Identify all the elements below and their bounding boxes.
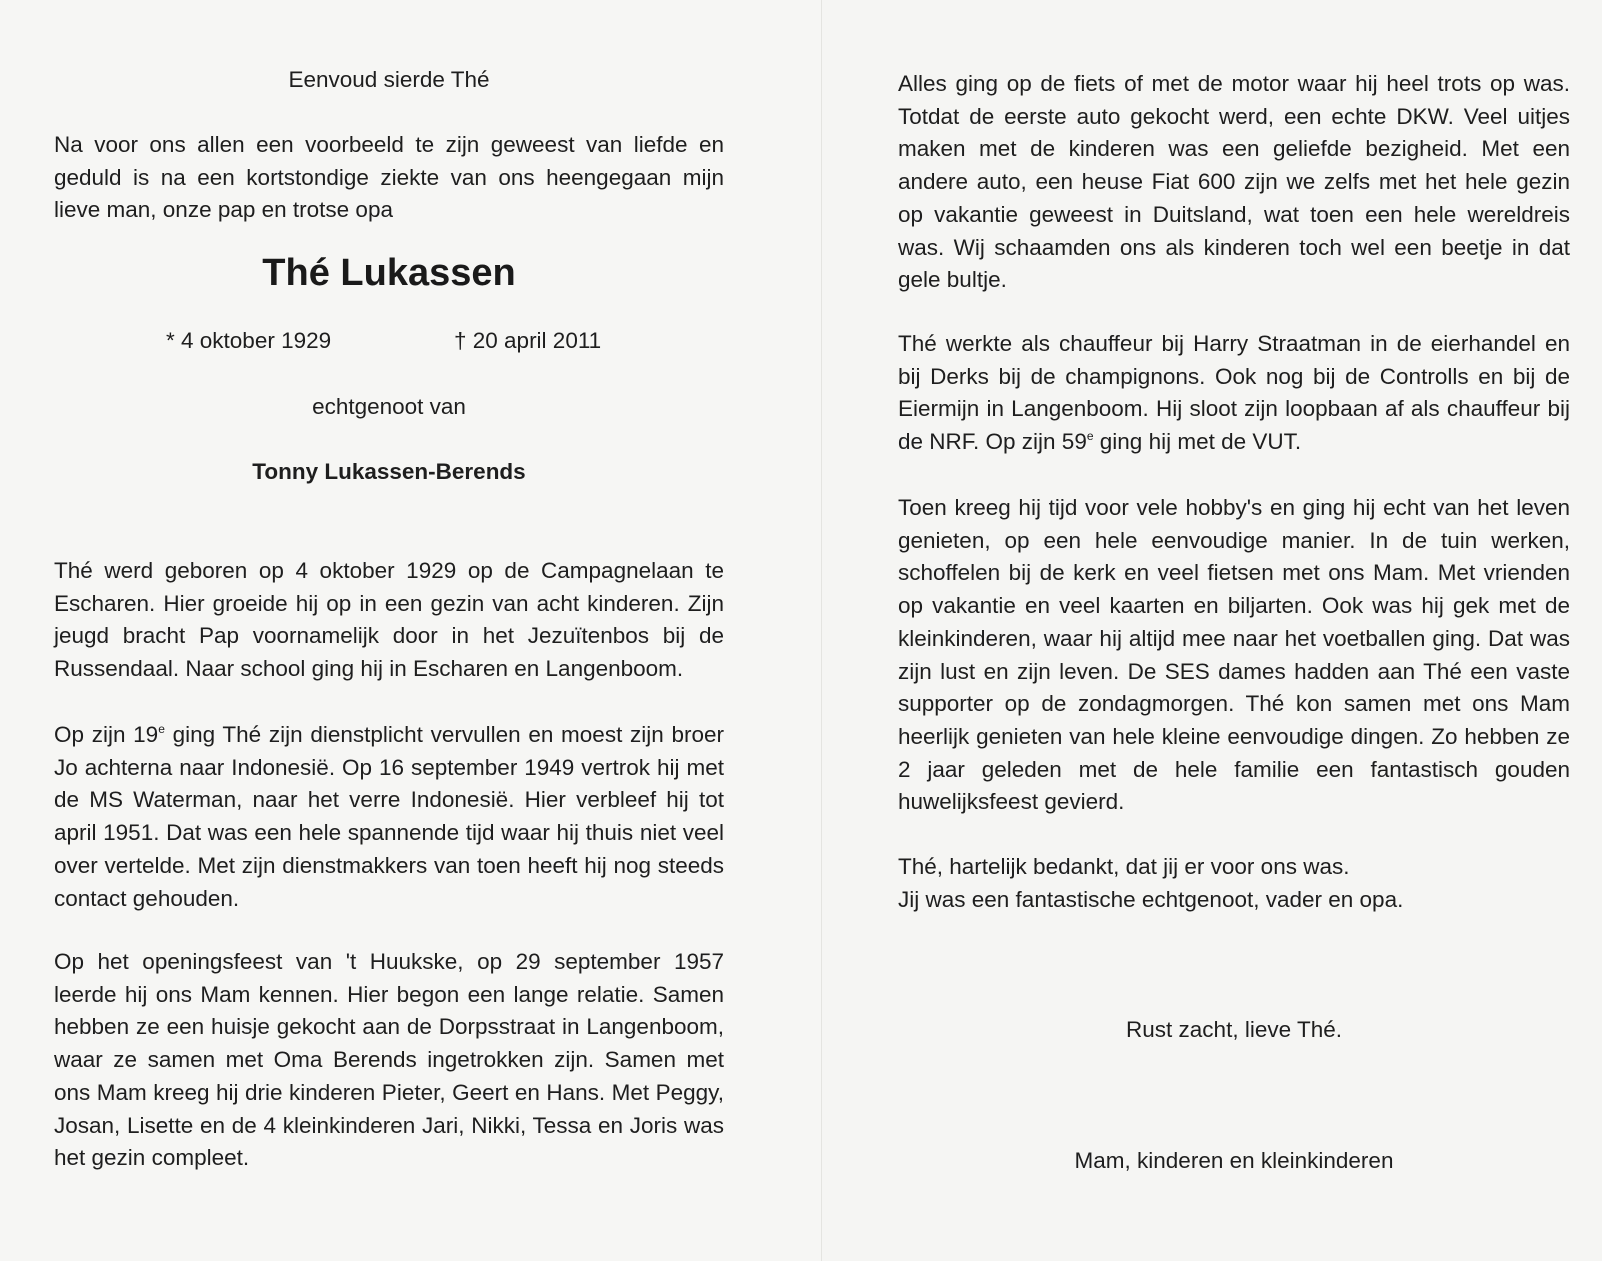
deceased-name xyxy=(54,251,724,295)
right-paragraph-2-start: Thé werkte als chauffeur bij Harry Straatman in de eierhandel en bij Derks bij de champignons. Ook nog bij de Controlls en bij de Eiermijn in Langenboom. Hij sloot zijn loopbaan af als chauffeur bij de NRF. Op zijn 59 xyxy=(898,331,1570,455)
intro-text: Na voor ons allen een voorbeeld te zijn geweest van liefde en geduld is na een kortstondige ziekte van ons heengegaan mijn lieve man, onze pap en trotse opa xyxy=(54,132,724,223)
thanks-line-2: Jij was een fantastische echtgenoot, vader en opa. xyxy=(898,886,1404,912)
motto-text: Eenvoud sierde Thé xyxy=(288,67,490,92)
bio-paragraph-2-rest: ging Thé zijn dienstplicht vervullen en moest zijn broer Jo achterna naar Indonesië. Op 16 september 1949 vertrok hij met de MS Waterman, naar het verre Indonesië. Hier verbleef hij tot april 1951. Dat was een hele spannende tijd waar hij thuis niet veel over vertelde. Met zijn dienstmakkers van toen heeft hij nog steeds contact gehouden. xyxy=(54,722,724,911)
spouse-label xyxy=(54,391,724,424)
bio-paragraph-2-start: Op zijn 19 xyxy=(54,722,159,747)
bio-paragraph-3-text: Op het openingsfeest van 't Huukske, op 29 september 1957 leerde hij ons Mam kennen. Hier begon een lange relatie. Samen hebben ze een huisje gekocht aan de Dorpsstraat in Langenboom, waar ze samen met Oma Berends ingetrokken zijn. Samen met ons Mam kreeg hij drie kinderen Pieter, Geert en Hans. Met Peggy, Josan, Lisette en de 4 kleinkinderen Jari, Nikki, Tessa en Joris was het gezin compleet. xyxy=(54,949,724,1171)
bio-paragraph-1-text: Thé werd geboren op 4 oktober 1929 op de Campagnelaan te Escharen. Hier groeide hij op in een gezin van acht kinderen. Zijn jeugd bracht Pap voornamelijk door in het Jezuïtenbos bij de Russendaal. Naar school ging hij in Escharen en Langenboom. xyxy=(54,558,724,682)
spouse-name-text: Tonny Lukassen-Berends xyxy=(252,459,526,484)
motto xyxy=(54,64,724,97)
intro xyxy=(54,129,724,227)
right-paragraph-1-text: Alles ging op de fiets of met de motor waar hij heel trots op was. Totdat de eerste auto gekocht werd, een echte DKW. Veel uitjes maken met de kinderen was een geliefde bezigheid. Met een andere auto, een heuse Fiat 600 zijn we zelfs met het hele gezin op vakantie geweest in Duitsland, wat toen een hele wereldreis was. Wij schaamden ons als kinderen toch wel een beetje in dat gele bultje. xyxy=(898,71,1570,293)
thanks-line-1: Thé, hartelijk bedankt, dat jij er voor ons was. xyxy=(898,854,1350,879)
bio-paragraph-3 xyxy=(54,946,724,1175)
right-paragraph-2-text xyxy=(898,328,1570,459)
spouse-label-text: echtgenoot van xyxy=(312,394,466,419)
right-paragraph-1 xyxy=(898,68,1570,297)
right-paragraph-2 xyxy=(898,328,1570,459)
right-paragraph-3 xyxy=(898,492,1570,819)
right-page xyxy=(822,0,1602,1261)
birth-date: * 4 oktober 1929 xyxy=(166,328,332,353)
spouse-name xyxy=(54,456,724,489)
farewell xyxy=(898,1014,1570,1047)
name-heading: Thé Lukassen xyxy=(262,252,516,294)
life-dates xyxy=(54,325,724,359)
signature-text: Mam, kinderen en kleinkinderen xyxy=(1074,1148,1394,1173)
bio-paragraph-2 xyxy=(54,719,724,915)
thanks xyxy=(898,851,1570,916)
ordinal-sup: e xyxy=(1086,429,1094,444)
right-paragraph-2-rest: ging hij met de VUT. xyxy=(1093,429,1302,455)
right-paragraph-3-text: Toen kreeg hij tijd voor vele hobby's en ging hij echt van het leven genieten, op een hele eenvoudige manier. In de tuin werken, schoffelen bij de kerk en veel fietsen met ons Mam. Met vrienden op vakantie en veel kaarten en biljarten. Ook was hij gek met de kleinkinderen, waar hij altijd mee naar het voetballen ging. Dat was zijn lust en zijn leven. De SES dames hadden aan Thé een vaste supporter op de zondagmorgen. Thé kon samen met ons Mam heerlijk genieten van hele kleine eenvoudige dingen. Zo hebben ze 2 jaar geleden met de hele familie een fantastisch gouden huwelijksfeest gevierd. xyxy=(898,495,1570,815)
farewell-text: Rust zacht, lieve Thé. xyxy=(1126,1017,1342,1042)
signature xyxy=(898,1145,1570,1178)
ordinal-sup: e xyxy=(158,722,165,736)
death-date: † 20 april 2011 xyxy=(454,328,602,353)
bio-paragraph-1 xyxy=(54,555,724,686)
bio-paragraph-2-text xyxy=(54,719,724,915)
